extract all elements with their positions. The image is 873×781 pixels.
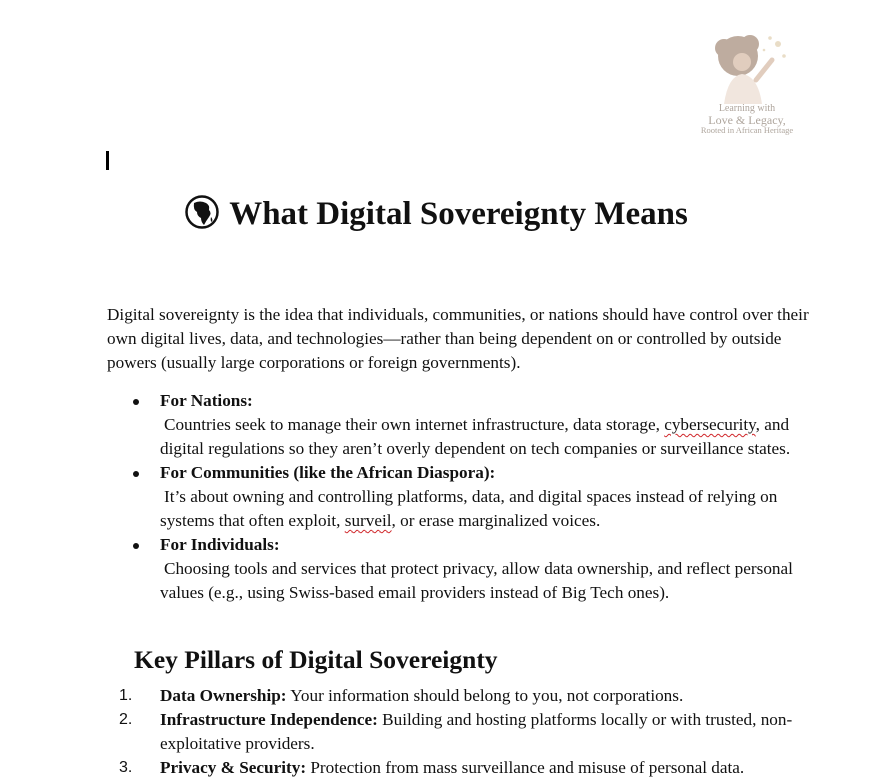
pillar-desc: Your information should belong to you, not corporations. [290,686,684,705]
bullet-text: Choosing tools and services that protect privacy, allow data ownership, and reflect personal values (e.g., using Swiss-based email providers instead of Big Tech ones). [160,559,793,602]
bullet-text [160,413,827,461]
bullet-heading: For Individuals: [160,535,280,554]
intro-paragraph: Digital sovereignty is the idea that individuals, communities, or nations should have control over their own digital lives, data, and technologies—rather than being dependent on or controlled by outside powers (usually large corporations or foreign governments). [107,305,809,372]
section-heading: Key Pillars of Digital Sovereignty [134,645,498,674]
list-number: 1. [119,687,133,704]
list-number: 2. [119,711,133,728]
list-item [107,389,827,461]
pillar-desc: Protection from mass surveillance and misuse of personal data. [310,758,745,777]
bullet-icon [133,471,139,477]
child-silhouette-icon [702,30,792,104]
bullet-text [160,485,827,533]
pillar-desc: Building and hosting platforms locally or with trusted, non-exploitative providers. [160,710,793,753]
pillar-term: Data Ownership: [160,686,287,705]
logo-text-line3: Rooted in African Heritage [700,125,794,135]
list-item [107,708,827,756]
pillar-term: Privacy & Security: [160,758,307,777]
globe-africa-icon [185,195,219,241]
spellcheck-flagged-word[interactable]: surveil [344,511,392,530]
page-title [0,192,873,241]
list-item [107,756,827,780]
bullet-text-part: It’s about owning and controlling platforms, data, and digital spaces instead of relying on systems that often exploit, [160,487,778,530]
pillar-term: Infrastructure Independence: [160,710,378,729]
spellcheck-flagged-word[interactable]: cybersecurity [664,415,756,434]
bullet-heading: For Communities (like the African Diaspora): [160,463,496,482]
list-item [107,684,827,708]
bullet-text-part: , and digital regulations so they aren’t overly dependent on tech companies or surveillance states. [160,415,791,458]
bullet-icon [133,543,139,549]
logo-text-line1: Learning with [718,103,776,114]
bullet-heading: For Nations: [160,391,253,410]
logo-text-line2: Love & Legacy, [708,113,786,127]
text-cursor [106,151,109,170]
brand-logo [692,30,802,142]
pillars-list [107,684,827,780]
title-text: What Digital Sovereignty Means [229,196,688,232]
bullet-text-part: Countries seek to manage their own internet infrastructure, data storage, [164,415,665,434]
list-item [107,533,827,605]
bullet-text-part: , or erase marginalized voices. [391,511,601,530]
list-item [107,461,827,533]
bullet-list [107,389,827,605]
bullet-icon [133,399,139,405]
list-number: 3. [119,759,133,776]
